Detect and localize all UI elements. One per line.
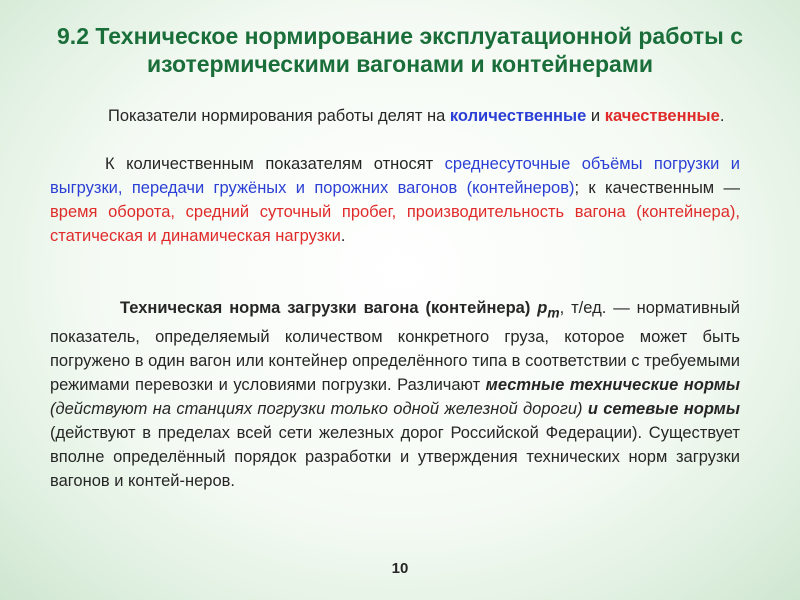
p2-quantitative-list: среднесуточные объёмы погрузки и выгрузки, передачи гружёных и порожних вагонов (контейнеров) <box>50 155 740 197</box>
paragraph-indicators <box>50 104 740 128</box>
p3-term-local-norms: местные технические нормы <box>485 376 740 395</box>
paragraph-classification <box>50 152 740 248</box>
slide-title-line-1: 9.2 Техническое нормирование эксплуатационной работы с <box>57 23 743 49</box>
p3-symbol-letter: р <box>537 299 548 317</box>
p2-text-1: К количественным показателям относят <box>105 155 445 173</box>
p3-symbol-subscript: т <box>547 305 560 321</box>
page-number: 10 <box>391 560 409 577</box>
p2-text-3: . <box>340 227 346 245</box>
p1-text-2: и <box>586 107 605 125</box>
slide-title-line-2: изотермическими вагонами и контейнерами <box>147 51 653 77</box>
p3-symbol <box>537 299 560 321</box>
p3-text-1: , т/ед. — нормативный показатель, определяемый количеством конкретного груза, которое может быть погружено в один вагон или контейнер определённого типа в соответствии с требуемыми режимами перевозки и условиями погрузки. Различают <box>50 299 740 395</box>
p3-conjunction: и <box>582 400 604 419</box>
p1-text-1: Показатели нормирования работы делят на <box>108 107 450 125</box>
p1-term-quantitative: количественные <box>449 107 587 125</box>
p3-term-network-norms: сетевые нормы <box>603 400 740 419</box>
p3-term-technical-norm: Техническая норма загрузки вагона (контейнера) <box>120 299 538 317</box>
slide-title <box>20 22 780 78</box>
p1-term-qualitative: качественные <box>604 107 720 125</box>
paragraph-technical-norm <box>50 296 740 493</box>
p2-text-2: ; к качественным — <box>574 179 741 197</box>
p1-text-3: . <box>719 107 725 125</box>
p3-text-2: (действуют в пределах всей сети железных дорог Российской Федерации). Существует вполне определённый порядок разработки и утверждения технических норм загрузки вагонов и контей-неров. <box>50 424 740 491</box>
p2-qualitative-list: время оборота, средний суточный пробег, производительность вагона (контейнера), статическая и динамическая нагрузки <box>50 203 740 245</box>
p3-local-norms-note: (действуют на станциях погрузки только одной железной дороги) <box>50 400 583 419</box>
